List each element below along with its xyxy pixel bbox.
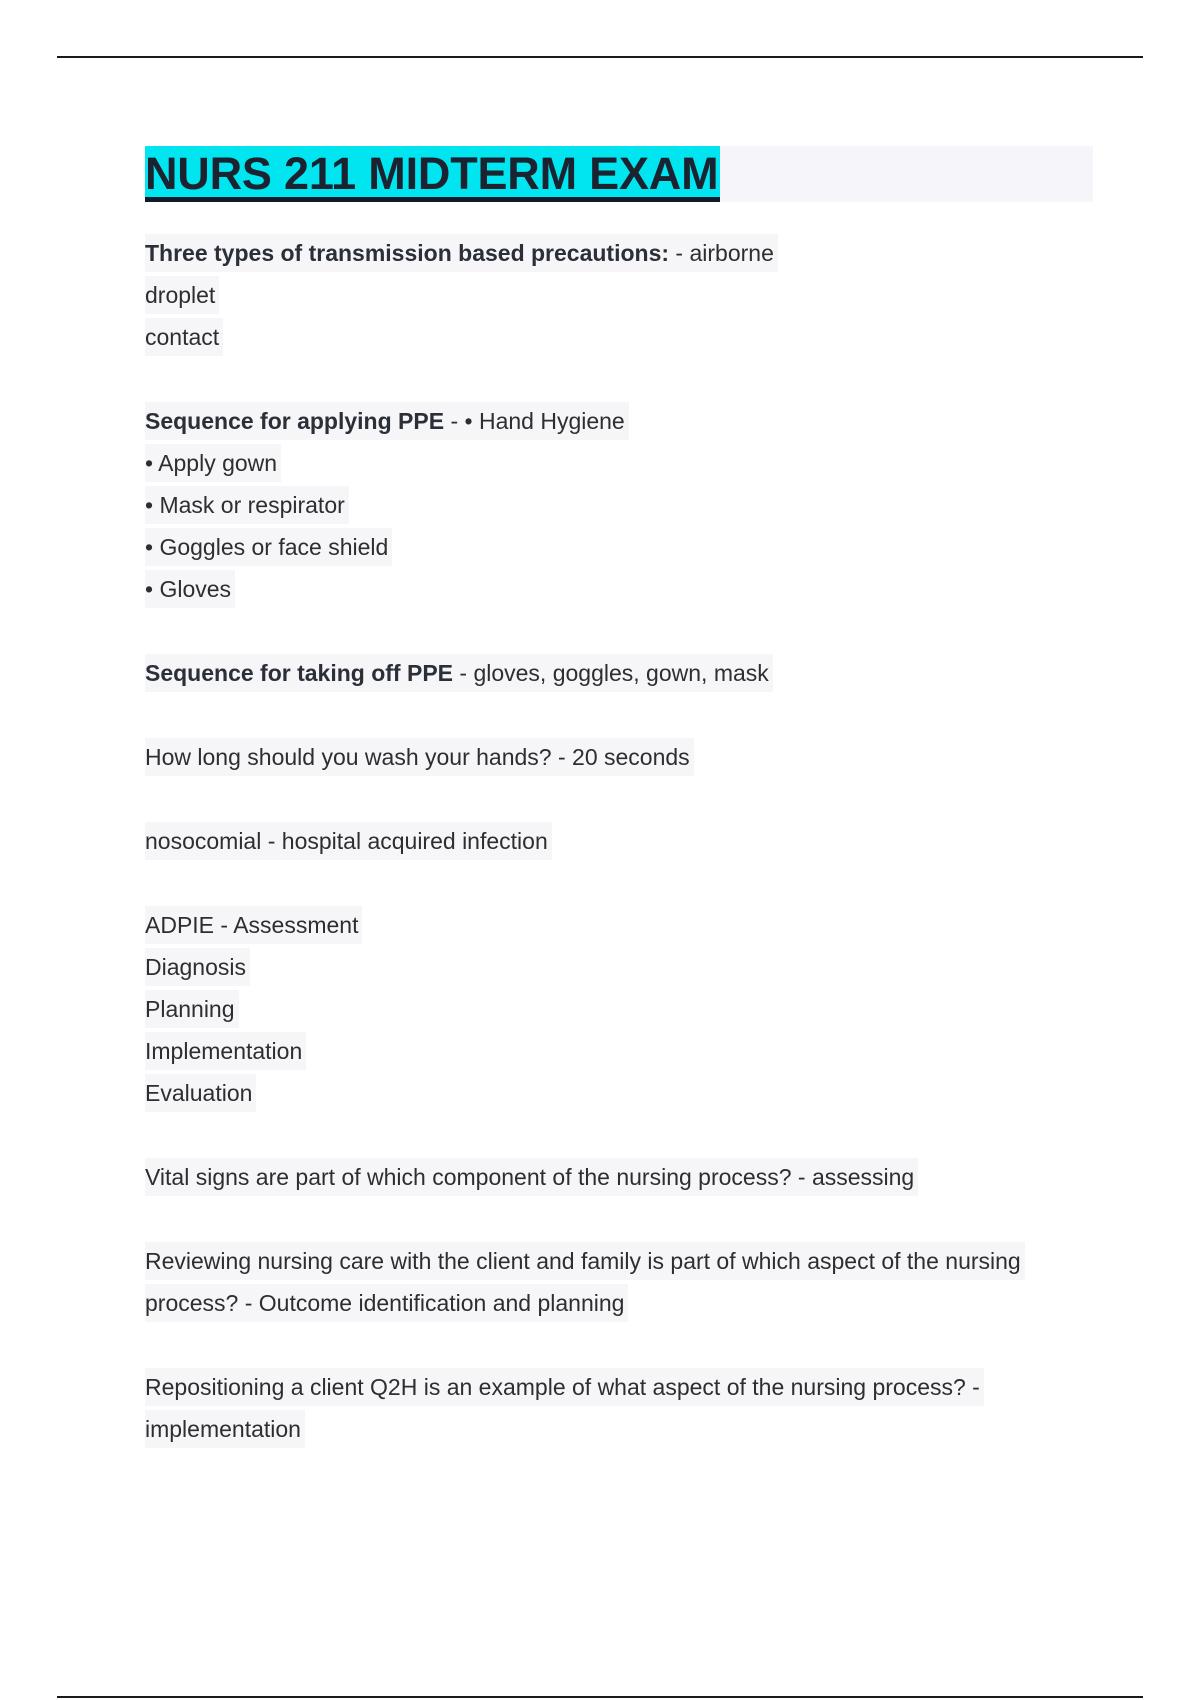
qa-item <box>145 654 1095 696</box>
answer-line: Planning <box>145 990 239 1028</box>
answer-line: • Goggles or face shield <box>145 528 392 566</box>
answer-line: droplet <box>145 276 219 314</box>
answer-line: Implementation <box>145 1032 306 1070</box>
answer-text: - gloves, goggles, gown, mask <box>453 660 769 686</box>
answer-text: - assessing <box>791 1164 915 1190</box>
answer-text: - • Hand Hygiene <box>444 408 625 434</box>
question-text: Sequence for taking off PPE <box>145 660 453 686</box>
answer-text: - 20 seconds <box>551 744 690 770</box>
answer-line: Diagnosis <box>145 948 250 986</box>
title-bar <box>145 146 1093 202</box>
page-title: NURS 211 MIDTERM EXAM <box>145 146 720 202</box>
qa-item <box>145 906 1095 948</box>
question-text: ADPIE <box>145 912 215 938</box>
top-rule <box>57 56 1143 58</box>
answer-line: Evaluation <box>145 1074 256 1112</box>
question-text: nosocomial <box>145 828 262 854</box>
answer-line: • Mask or respirator <box>145 486 349 524</box>
question-text: Vital signs are part of which component of the nursing process? <box>145 1164 792 1190</box>
answer-line: process? - Outcome identification and planning <box>145 1284 628 1322</box>
answer-line: contact <box>145 318 223 356</box>
answer-line: implementation <box>145 1410 305 1448</box>
question-text: How long should you wash your hands? <box>145 744 552 770</box>
qa-item <box>145 1368 1095 1410</box>
question-text: Three types of transmission based precautions: <box>145 240 670 266</box>
answer-line: • Apply gown <box>145 444 281 482</box>
answer-text: - airborne <box>669 240 774 266</box>
qa-item <box>145 822 1095 864</box>
qa-item <box>145 738 1095 780</box>
question-text: Sequence for applying PPE <box>145 408 445 434</box>
qa-item <box>145 234 1095 276</box>
answer-text: - hospital acquired infection <box>261 828 548 854</box>
qa-item <box>145 1242 1095 1284</box>
question-text: Reviewing nursing care with the client and family is part of which aspect of the nursing <box>145 1242 1025 1280</box>
document-body <box>145 146 1095 1452</box>
question-text: Repositioning a client Q2H is an example of what aspect of the nursing process? - <box>145 1368 984 1406</box>
qa-item <box>145 1158 1095 1200</box>
qa-item <box>145 402 1095 444</box>
bottom-rule <box>57 1696 1143 1698</box>
answer-text: - Assessment <box>214 912 359 938</box>
answer-line: • Gloves <box>145 570 235 608</box>
